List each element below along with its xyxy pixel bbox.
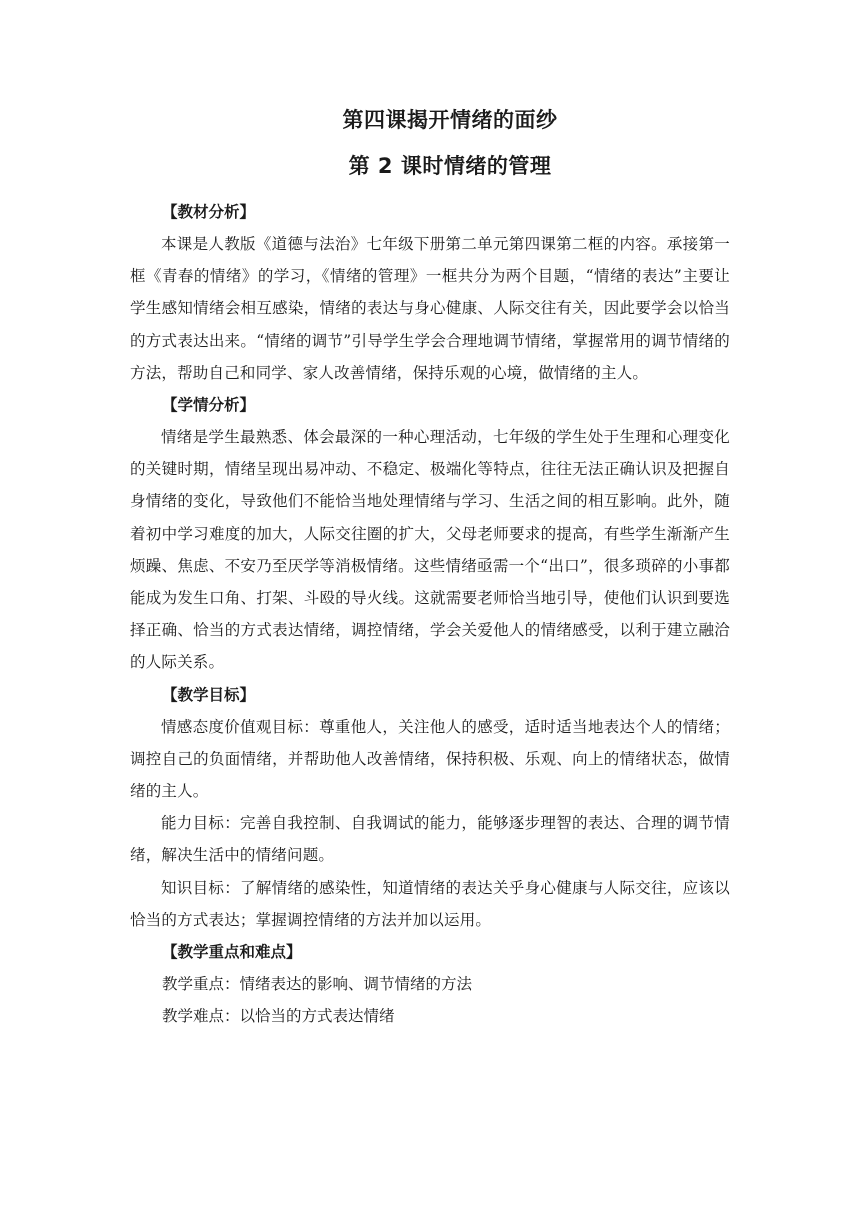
goal-ability: 能力目标：完善自我控制、自我调试的能力，能够逐步理智的表达、合理的调节情绪，解决生活中的情绪问题。 (130, 814, 730, 865)
goal-knowledge: 知识目标：了解情绪的感染性，知道情绪的表达关乎身心健康与人际交往，应该以恰当的方式表达；掌握调控情绪的方法并加以运用。 (130, 878, 730, 929)
student-analysis-paragraph: 情绪是学生最熟悉、体会最深的一种心理活动，七年级的学生处于生理和心理变化的关键时期，情绪呈现出易冲动、不稳定、极端化等特点，往往无法正确认识及把握自身情绪的变化，导致他们不能恰当地处理情绪与学习、生活之间的相互影响。此外，随着初中学习难度的加大，人际交往圈的扩大，父母老师要求的提高，有些学生渐渐产生烦躁、焦虑、不安乃至厌学等消极情绪。这些情绪亟需一个“出口”，很多琐碎的小事都能成为发生口角、打架、斗殴的导火线。这就需要老师恰当地引导，使他们认识到要选择正确、恰当的方式表达情绪，调控情绪，学会关爱他人的情绪感受，以利于建立融洽的人际关系。 (130, 428, 730, 672)
document-page (130, 100, 730, 1032)
section-heading-key-points: 【教学重点和难点】 (162, 943, 302, 962)
document-title: 第四课揭开情绪的面纱 (342, 108, 558, 132)
goal-emotion-values: 情感态度价值观目标：尊重他人，关注他人的感受，适时适当地表达个人的情绪；调控自己的负面情绪，并帮助他人改善情绪，保持积极、乐观、向上的情绪状态，做情绪的主人。 (130, 717, 730, 801)
key-point-line: 教学重点：情绪表达的影响、调节情绪的方法 (162, 975, 473, 994)
section-heading-textbook-analysis: 【教材分析】 (162, 203, 256, 221)
section-heading-student-analysis: 【学情分析】 (162, 396, 256, 415)
difficult-point-line: 教学难点：以恰当的方式表达情绪 (162, 1007, 395, 1026)
section-heading-teaching-goals: 【教学目标】 (162, 685, 256, 704)
document-subtitle: 第 2 课时情绪的管理 (348, 154, 552, 178)
textbook-analysis-paragraph: 本课是人教版《道德与法治》七年级下册第二单元第四课第二框的内容。承接第一框《青春的情绪》的学习，《情绪的管理》一框共分为两个目题，“情绪的表达”主要让学生感知情绪会相互感染，情绪的表达与身心健康、人际交往有关，因此要学会以恰当的方式表达出来。“情绪的调节”引导学生学会合理地调节情绪，掌握常用的调节情绪的方法，帮助自己和同学、家人改善情绪，保持乐观的心境，做情绪的主人。 (130, 235, 730, 382)
